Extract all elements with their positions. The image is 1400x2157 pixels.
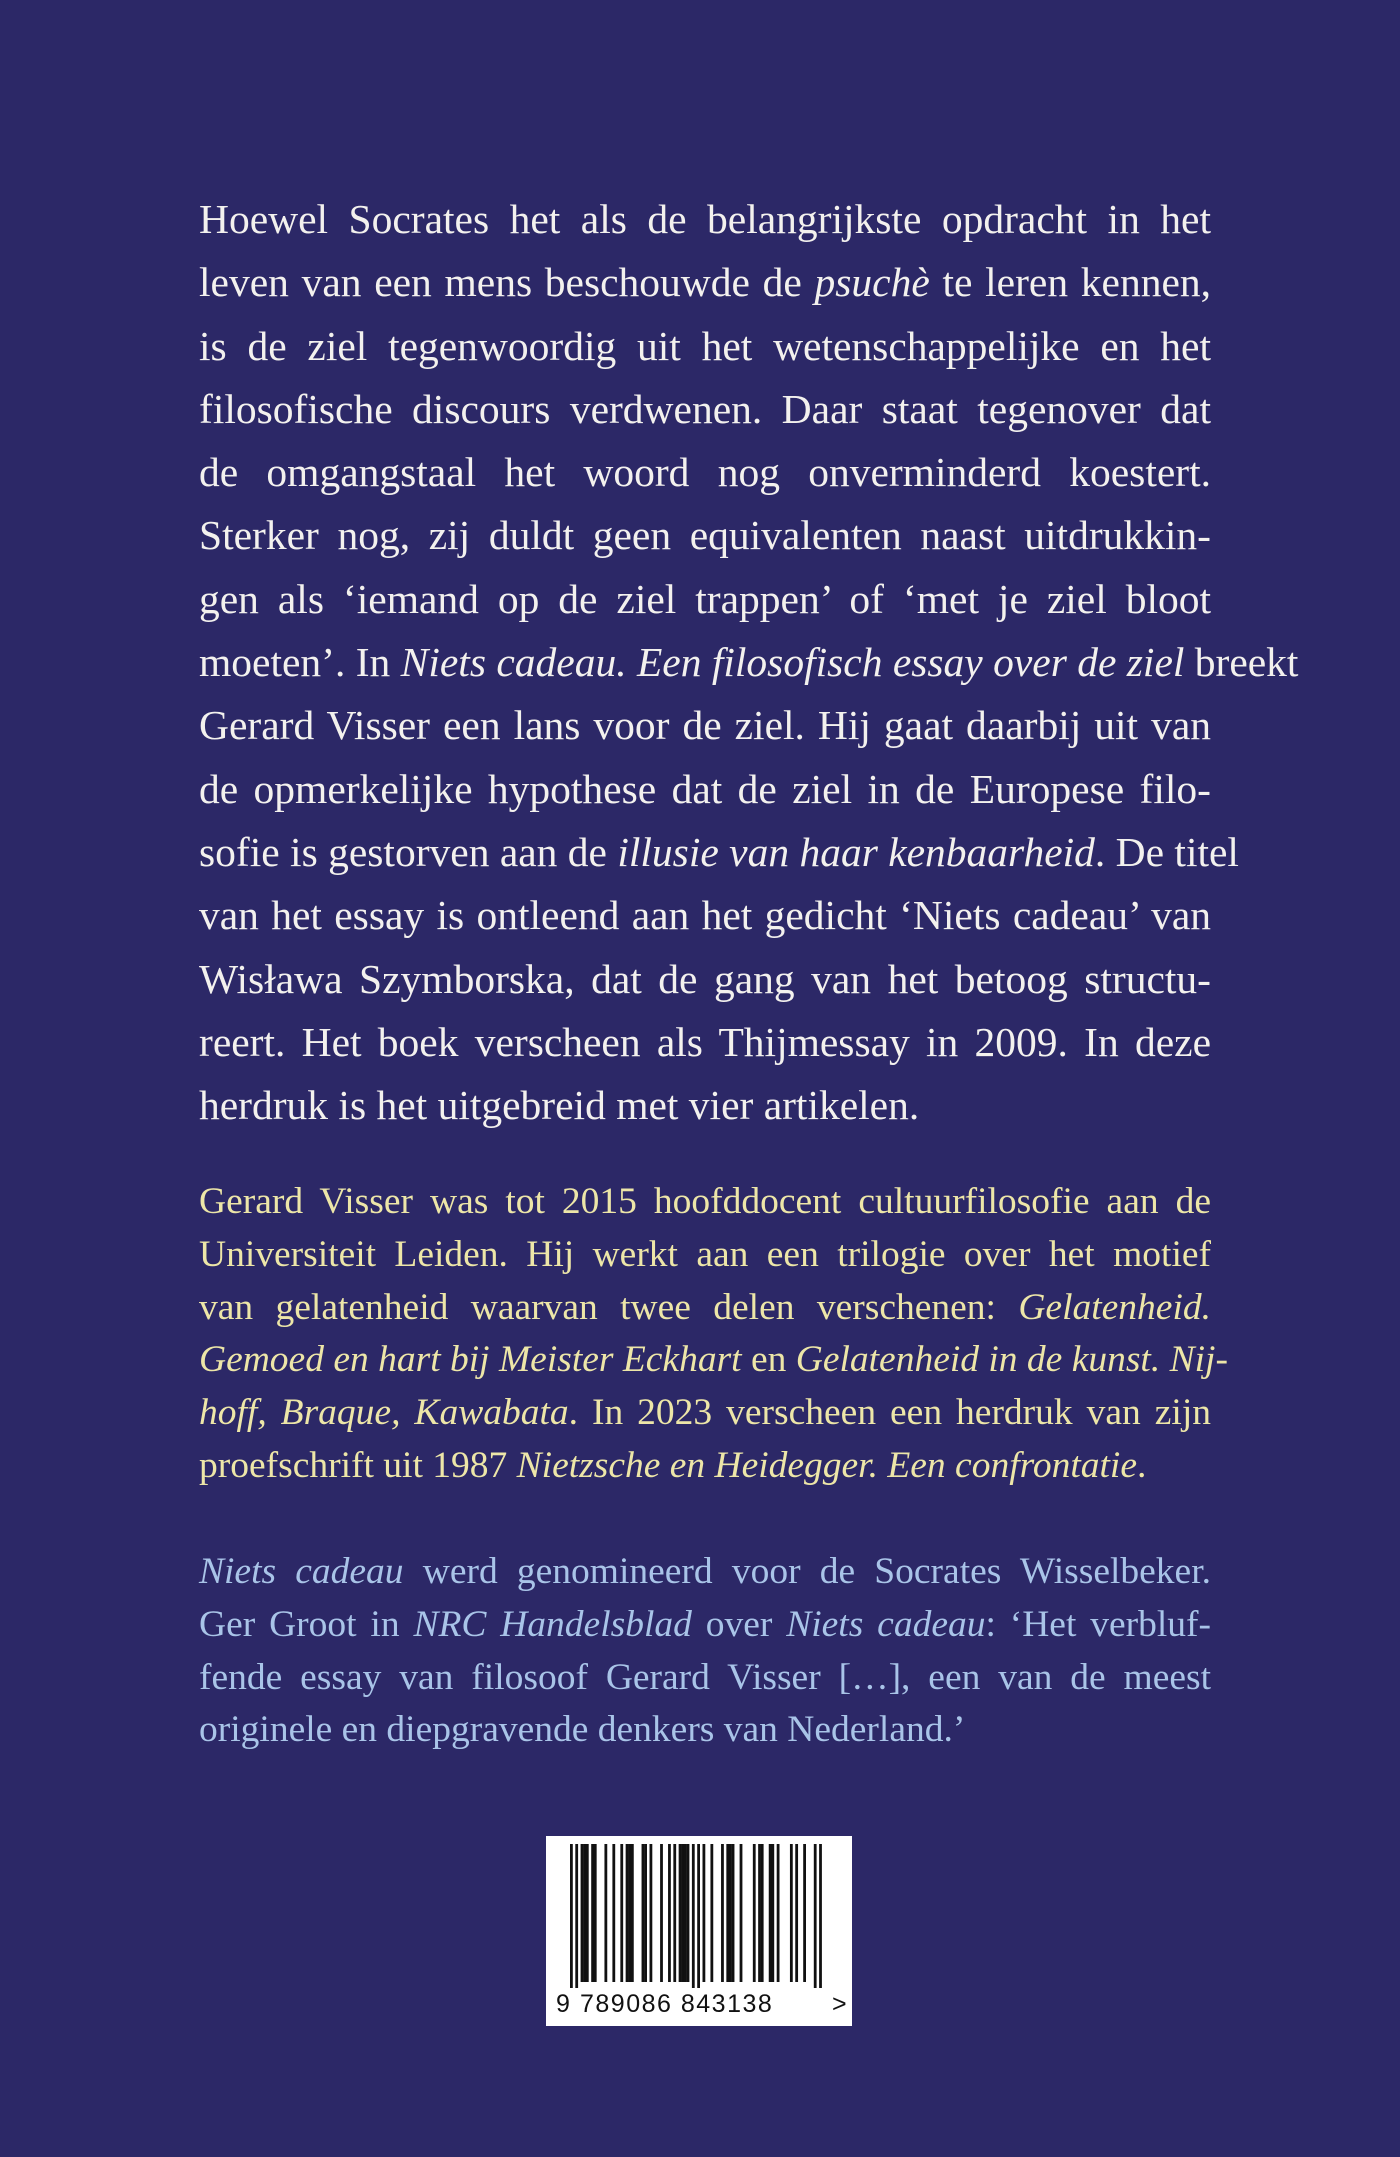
text-run: Ger Groot in bbox=[199, 1603, 414, 1645]
text-line bbox=[199, 1074, 1211, 1137]
barcode-bar bbox=[679, 1844, 682, 1982]
text-run: van het essay is ontleend aan het gedicht ‘Niets cadeau’ van bbox=[199, 892, 1211, 939]
text-run: te leren kennen, bbox=[929, 259, 1212, 306]
text-run: is de ziel tegenwoordig uit het wetenschappelijke en het bbox=[199, 322, 1211, 369]
barcode-bar bbox=[761, 1844, 764, 1982]
text-run: . In 2023 verscheen een herdruk van zijn bbox=[568, 1392, 1211, 1434]
text-run: Wisława Szymborska, dat de gang van het betoog structu- bbox=[199, 955, 1211, 1002]
text-line bbox=[199, 758, 1211, 821]
barcode-bar bbox=[777, 1844, 780, 1982]
text-run: Gerard Visser een lans voor de ziel. Hij gaat daarbij uit van bbox=[199, 702, 1211, 749]
text-line bbox=[199, 1440, 1211, 1493]
barcode-bar bbox=[687, 1844, 690, 1982]
text-line bbox=[199, 1704, 1211, 1757]
text-run: over bbox=[691, 1603, 787, 1645]
barcode-bar bbox=[726, 1844, 729, 1982]
text-run: sofie is gestorven aan de bbox=[199, 828, 618, 875]
text-run: de omgangstaal het woord nog onverminderd koestert. bbox=[199, 449, 1211, 496]
barcode-bar bbox=[692, 1844, 695, 1988]
barcode-quiet-zone-mark: > bbox=[832, 1990, 847, 2018]
text-run: Universiteit Leiden. Hij werkt aan een trilogie over het motief bbox=[199, 1233, 1211, 1275]
text-run: en bbox=[741, 1339, 796, 1381]
text-line bbox=[199, 378, 1211, 441]
text-line bbox=[199, 694, 1211, 757]
italic-run: illusie van haar kenbaarheid bbox=[617, 828, 1095, 875]
barcode-bar bbox=[586, 1844, 589, 1982]
text-line bbox=[199, 948, 1211, 1011]
text-line bbox=[199, 441, 1211, 504]
text-line bbox=[199, 1176, 1211, 1229]
text-run: fende essay van filosoof Gerard Visser […], een van de meest bbox=[199, 1656, 1211, 1698]
barcode-bar bbox=[626, 1844, 629, 1982]
text-line bbox=[199, 1387, 1211, 1440]
barcode-bar bbox=[650, 1844, 653, 1982]
barcode-bar bbox=[771, 1844, 774, 1982]
text-run: reert. Het boek verscheen als Thijmessay in 2009. In deze bbox=[199, 1018, 1211, 1065]
barcode-bar bbox=[604, 1844, 607, 1982]
text-run: leven van een mens beschouwde de bbox=[199, 259, 815, 306]
text-run: originele en diepgravende denkers van Nederland.’ bbox=[199, 1709, 966, 1751]
text-line bbox=[199, 1334, 1228, 1387]
barcode-bar bbox=[673, 1844, 676, 1982]
text-line bbox=[199, 188, 1211, 251]
text-run: gen als ‘iemand op de ziel trappen’ of ‘met je ziel bloot bbox=[199, 575, 1211, 622]
text-run: . bbox=[1136, 1444, 1147, 1486]
barcode-bar bbox=[612, 1844, 615, 1982]
barcode-bar bbox=[681, 1844, 684, 1982]
text-line bbox=[199, 884, 1211, 947]
text-line bbox=[199, 1652, 1211, 1705]
barcode-bar bbox=[753, 1844, 756, 1982]
isbn-barcode bbox=[546, 1836, 852, 2026]
text-line bbox=[199, 504, 1211, 567]
text-line bbox=[199, 631, 1299, 694]
italic-run: Niets cadeau bbox=[786, 1603, 986, 1645]
text-line bbox=[199, 821, 1239, 884]
barcode-bar bbox=[814, 1844, 817, 1988]
text-run: Gerard Visser was tot 2015 hoofddocent cultuurfilosofie aan de bbox=[199, 1181, 1211, 1222]
text-line bbox=[199, 1011, 1211, 1074]
barcode-main-digits: 789086 843138 bbox=[580, 1990, 774, 2018]
text-line bbox=[199, 1546, 1211, 1599]
barcode-lead-digit: 9 bbox=[556, 1990, 570, 2018]
barcode-bar bbox=[575, 1844, 578, 1988]
barcode-bar bbox=[769, 1844, 772, 1982]
text-run: filosofische discours verdwenen. Daar staat tegenover dat bbox=[199, 385, 1211, 432]
italic-run: Nietzsche en Heidegger. Een confrontatie bbox=[516, 1444, 1137, 1486]
italic-run: NRC Handelsblad bbox=[413, 1603, 692, 1645]
text-run: werd genomineerd voor de Socrates Wisselbeker. bbox=[403, 1551, 1211, 1592]
text-run: . De titel bbox=[1094, 828, 1239, 875]
barcode-bar bbox=[570, 1844, 573, 1988]
italic-run: Gelatenheid in de kunst. Nij- bbox=[795, 1339, 1228, 1381]
text-run: Hoewel Socrates het als de belangrijkste opdracht in het bbox=[199, 196, 1211, 242]
barcode-bar bbox=[758, 1844, 761, 1982]
barcode-bar bbox=[581, 1844, 584, 1982]
barcode-bar bbox=[594, 1844, 597, 1982]
text-line bbox=[199, 568, 1211, 631]
barcode-bar bbox=[631, 1844, 634, 1982]
barcode-bar bbox=[684, 1844, 687, 1982]
text-line bbox=[199, 315, 1211, 378]
barcode-bar bbox=[642, 1844, 645, 1982]
press-quote bbox=[199, 1546, 1211, 1757]
text-run: de opmerkelijke hypothese dat de ziel in de Europese filo- bbox=[199, 765, 1211, 812]
barcode-bar bbox=[732, 1844, 735, 1982]
italic-run: hoff, Braque, Kawabata bbox=[199, 1392, 569, 1434]
text-run: proefschrift uit 1987 bbox=[199, 1444, 517, 1486]
italic-run: Gelatenheid. bbox=[1018, 1286, 1211, 1328]
barcode-bar bbox=[721, 1844, 724, 1982]
barcode-bar bbox=[819, 1844, 822, 1988]
text-run: herdruk is het uitgebreid met vier artikelen. bbox=[199, 1082, 920, 1129]
barcode-bar bbox=[710, 1844, 713, 1982]
book-blurb bbox=[199, 188, 1299, 1137]
barcode-bar bbox=[729, 1844, 732, 1982]
text-run: van gelatenheid waarvan twee delen verschenen: bbox=[199, 1286, 1019, 1328]
barcode-digits bbox=[546, 1986, 852, 2020]
barcode-bar bbox=[703, 1844, 706, 1982]
text-run: moeten’. In bbox=[199, 639, 401, 686]
barcode-bar bbox=[660, 1844, 663, 1982]
barcode-bar bbox=[697, 1844, 700, 1988]
italic-run: Niets cadeau. Een filosofisch essay over de ziel bbox=[400, 639, 1185, 686]
text-line bbox=[199, 251, 1211, 314]
text-run: breekt bbox=[1184, 639, 1299, 686]
barcode-bar bbox=[620, 1844, 623, 1982]
text-line bbox=[199, 1282, 1211, 1335]
italic-run: psuchè bbox=[814, 259, 930, 306]
italic-run: Gemoed en hart bij Meister Eckhart bbox=[199, 1339, 742, 1381]
barcode-bar bbox=[628, 1844, 631, 1982]
italic-run: Niets cadeau bbox=[199, 1551, 404, 1592]
barcode-bar bbox=[790, 1844, 793, 1982]
barcode-bar bbox=[803, 1844, 806, 1982]
author-bio bbox=[199, 1176, 1228, 1493]
barcode-bar bbox=[795, 1844, 798, 1982]
text-run: : ‘Het verbluf- bbox=[985, 1603, 1212, 1645]
text-run: Sterker nog, zij duldt geen equivalenten naast uitdrukkin- bbox=[199, 512, 1211, 559]
barcode-bar bbox=[583, 1844, 586, 1982]
barcode-bar bbox=[591, 1844, 594, 1982]
barcode-bars bbox=[546, 1836, 852, 1988]
barcode-bar bbox=[644, 1844, 647, 1982]
barcode-bar bbox=[740, 1844, 743, 1982]
text-line bbox=[199, 1599, 1211, 1652]
barcode-bar bbox=[668, 1844, 671, 1982]
text-line bbox=[199, 1229, 1211, 1282]
